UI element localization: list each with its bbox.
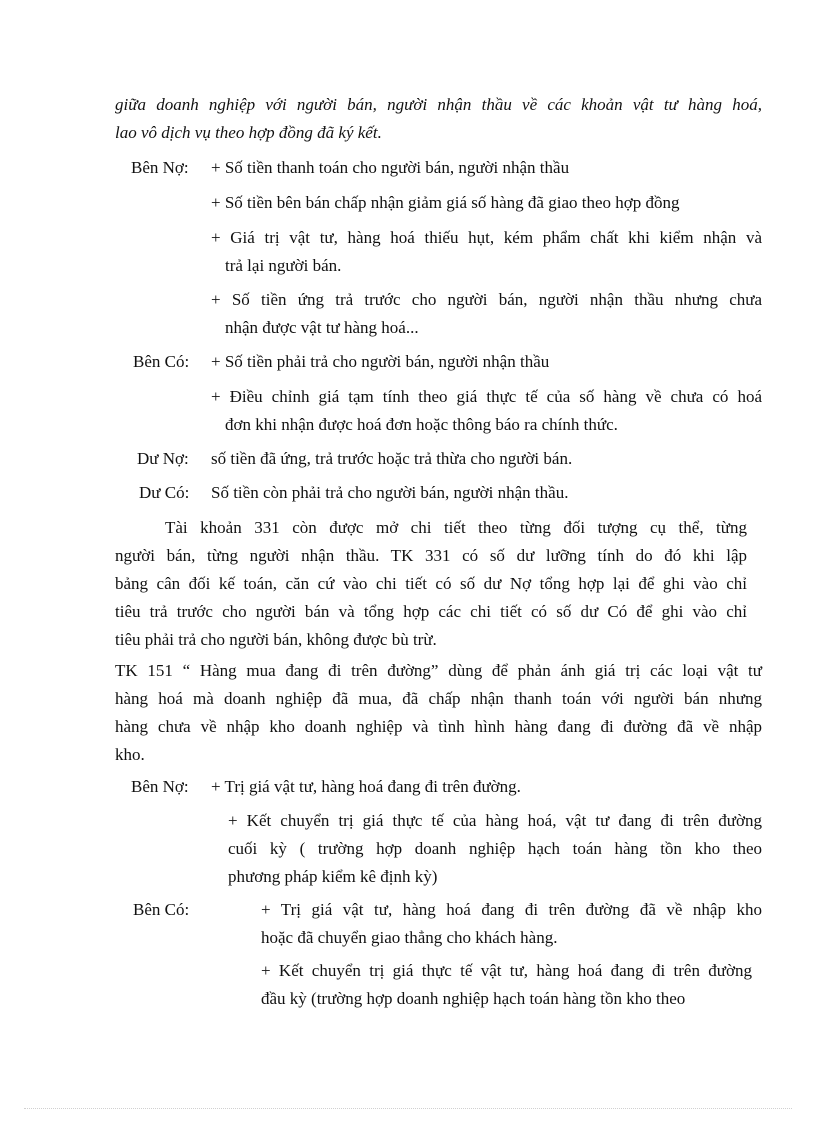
tk151-ben-no-item-2-cont-2: phương pháp kiểm kê định kỳ) — [228, 867, 438, 886]
tk331-ben-no-item-1: + Số tiền thanh toán cho người bán, người nhận thầu — [211, 158, 570, 177]
para-331-line-5: tiêu phải trả cho người bán, không được bù trừ. — [115, 630, 437, 649]
para-331-line-4: tiêu trả trước cho người bán và tổng hợp các chi tiết có số dư Có để ghi vào chỉ — [115, 602, 747, 621]
intro-line-1: giữa doanh nghiệp với người bán, người nhận thầu về các khoản vật tư hàng hoá, — [115, 95, 762, 114]
tk331-ben-co-item-2: + Điều chỉnh giá tạm tính theo giá thực tế của số hàng về chưa có hoá — [211, 387, 762, 406]
tk331-du-co-text: Số tiền còn phải trả cho người bán, người nhận thầu. — [211, 483, 569, 502]
tk151-ben-no-item-2-cont-1: cuối kỳ ( trường hợp doanh nghiệp hạch toán hàng tồn kho theo — [228, 839, 762, 858]
tk331-du-no-text: số tiền đã ứng, trả trước hoặc trả thừa cho người bán. — [211, 449, 573, 468]
page-bottom-divider — [24, 1108, 792, 1109]
tk151-ben-no-item-2: + Kết chuyển trị giá thực tế của hàng hoá, vật tư đang đi trên đường — [228, 811, 762, 830]
tk151-ben-co-item-2: + Kết chuyển trị giá thực tế vật tư, hàng hoá đang đi trên đường — [261, 961, 752, 980]
tk331-ben-no-item-2: + Số tiền bên bán chấp nhận giảm giá số hàng đã giao theo hợp đồng — [211, 193, 680, 212]
para-331-line-2: người bán, từng người nhận thầu. TK 331 có số dư lưỡng tính do đó khi lập — [115, 546, 747, 565]
para-151-line-1: TK 151 “ Hàng mua đang đi trên đường” dùng để phản ánh giá trị các loại vật tư — [115, 661, 762, 680]
tk331-ben-no-item-4: + Số tiền ứng trả trước cho người bán, người nhận thầu nhưng chưa — [211, 290, 762, 309]
tk331-du-no-label: Dư Nợ: — [137, 449, 189, 468]
tk151-ben-no-label: Bên Nợ: — [131, 777, 189, 796]
tk331-du-co-label: Dư Có: — [139, 483, 190, 502]
tk151-ben-co-label: Bên Có: — [133, 900, 190, 919]
tk331-ben-no-item-4-cont: nhận được vật tư hàng hoá... — [225, 318, 419, 337]
tk331-ben-no-label: Bên Nợ: — [131, 158, 189, 177]
intro-line-2: lao vô dịch vụ theo hợp đồng đã ký kết. — [115, 123, 382, 142]
para-151-line-4: kho. — [115, 745, 145, 764]
para-331-line-1: Tài khoản 331 còn được mở chi tiết theo từng đối tượng cụ thể, từng — [165, 518, 747, 537]
para-331-line-3: bảng cân đối kế toán, căn cứ vào chi tiết có số dư Nợ tổng hợp lại để ghi vào chỉ — [115, 574, 747, 593]
tk151-ben-co-item-1: + Trị giá vật tư, hàng hoá đang đi trên đường đã về nhập kho — [261, 900, 762, 919]
tk151-ben-no-item-1: + Trị giá vật tư, hàng hoá đang đi trên đường. — [211, 777, 521, 796]
tk151-ben-co-item-2-cont: đầu kỳ (trường hợp doanh nghiệp hạch toán hàng tồn kho theo — [261, 989, 686, 1008]
tk331-ben-co-label: Bên Có: — [133, 352, 190, 371]
tk331-ben-co-item-1: + Số tiền phải trả cho người bán, người nhận thầu — [211, 352, 550, 371]
tk331-ben-no-item-3: + Giá trị vật tư, hàng hoá thiếu hụt, kém phẩm chất khi kiểm nhận và — [211, 228, 762, 247]
tk331-ben-co-item-2-cont: đơn khi nhận được hoá đơn hoặc thông báo ra chính thức. — [225, 415, 618, 434]
para-151-line-2: hàng hoá mà doanh nghiệp đã mua, đã chấp nhận thanh toán với người bán nhưng — [115, 689, 762, 708]
tk151-ben-co-item-1-cont: hoặc đã chuyển giao thẳng cho khách hàng. — [261, 928, 558, 947]
tk331-ben-no-item-3-cont: trả lại người bán. — [225, 256, 342, 275]
para-151-line-3: hàng chưa về nhập kho doanh nghiệp và tình hình hàng đang đi đường đã về nhập — [115, 717, 762, 736]
